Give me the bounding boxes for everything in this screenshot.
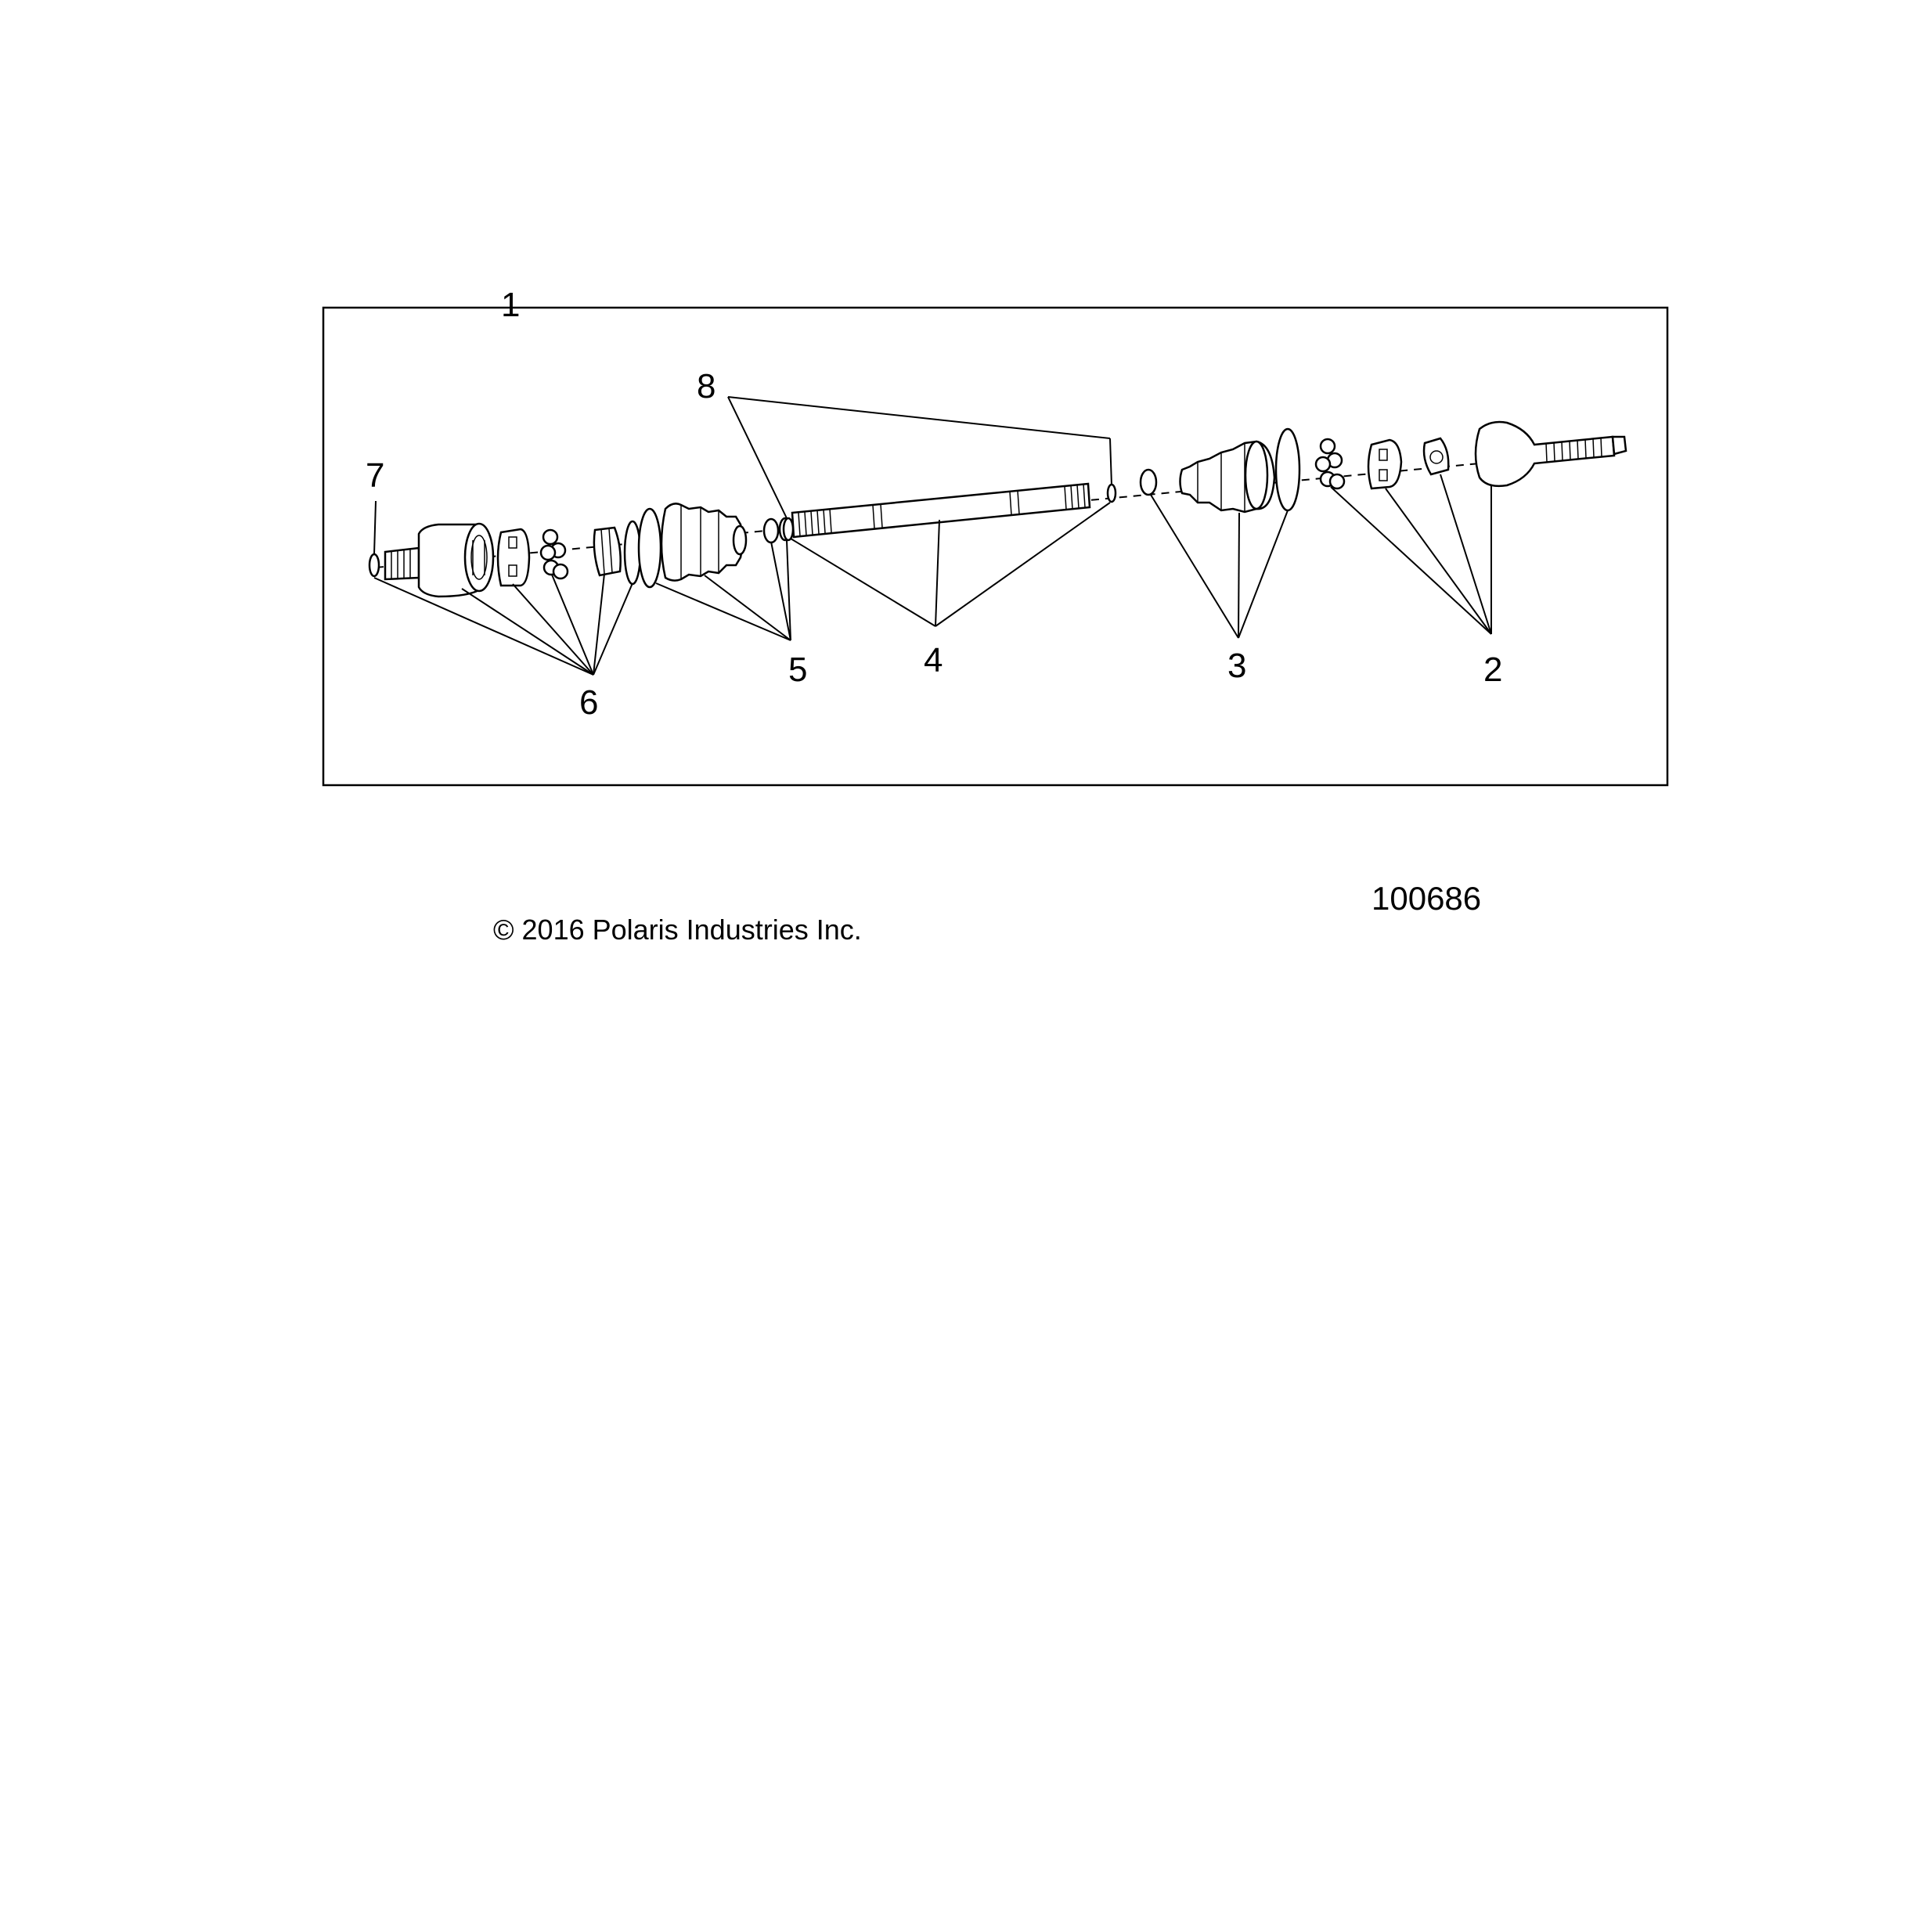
callout-5: 5 (788, 651, 808, 689)
callout-3: 3 (1227, 647, 1247, 685)
snap-ring-part-7 (369, 554, 379, 576)
callout-2: 2 (1483, 651, 1503, 689)
callout-8: 8 (697, 367, 716, 406)
axle-shaft-part-4 (792, 484, 1090, 537)
leader-lines (374, 397, 1491, 675)
callout-4: 4 (924, 641, 943, 679)
outer-boot-part-3 (1141, 429, 1299, 512)
callout-1: 1 (501, 286, 521, 324)
boot-clamps-part-5 (625, 509, 661, 587)
inner-cv-joint-part-6 (385, 524, 621, 597)
callout-7: 7 (366, 456, 385, 495)
copyright-notice: © 2016 Polaris Industries Inc. (493, 914, 862, 946)
outer-cv-joint-part-2 (1316, 422, 1626, 488)
figure-number: 100686 (1372, 880, 1482, 917)
callout-6: 6 (579, 683, 599, 722)
